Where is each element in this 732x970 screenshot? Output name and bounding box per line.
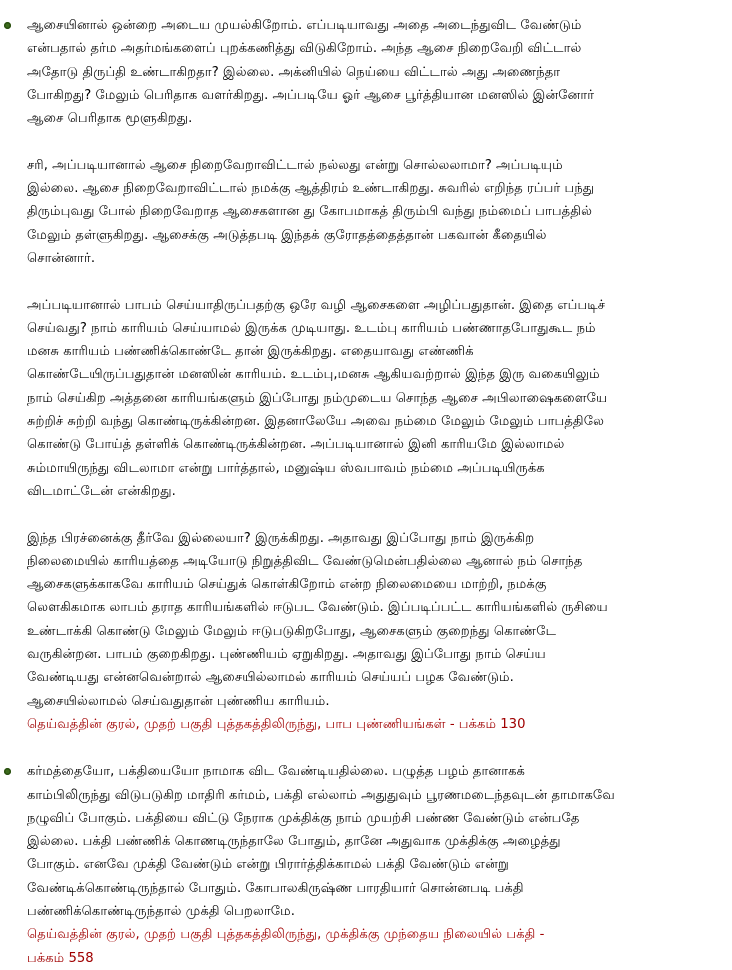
text-line: வேண்டியது என்னவென்றால் ஆசையில்லாமல் காரியம் செய்யப் பழக வேண்டும். <box>27 670 514 686</box>
text-line: உண்டாக்கி கொண்டு மேலும் மேலும் ஈடுபடுகிறபோது, ஆசைகளும் குறைந்து கொண்டே <box>27 623 557 639</box>
quote-item-1 <box>0 14 732 736</box>
paragraph-spacer <box>27 270 724 293</box>
text-line: வேண்டிக்கொண்டிருந்தால் போதும். கோபாலகிருஷ்ண பாரதியார் சொன்னபடி பக்தி <box>27 880 524 896</box>
paragraph-2 <box>27 154 724 270</box>
text-line: வருகின்றன. பாபம் குறைகிறது. புண்ணியம் ஏறுகிறது. அதாவது இப்போது நாம் செய்ய <box>27 647 546 663</box>
text-line: மேலும் தள்ளுகிறது. ஆசைக்கு அடுத்தபடி இந்தக் குரோதத்தைத்தான் பகவான் கீதையில் <box>27 227 547 243</box>
text-line: செய்வது? நாம் காரியம் செய்யாமல் இருக்க முடியாது. உடம்பு காரியம் பண்ணாதபோதுகூட நம் <box>27 320 596 336</box>
text-line: போகும். எனவே முக்தி வேண்டும் என்று பிரார்த்திக்காமல் பக்தி வேண்டும் என்று <box>27 857 509 873</box>
text-line: ஆசை பெரிதாக மூளுகிறது. <box>27 111 193 127</box>
text-line: காம்பிலிருந்து விடுபடுகிற மாதிரி கர்மம், பக்தி எல்லாம் அதுதுவும் பூரணமடைந்தவுடன் தாமாகவே <box>27 787 615 803</box>
text-line: நிலைமையில் காரியத்தை அடியோடு நிறுத்திவிட வேண்டுமென்பதில்லை ஆனால் நம் சொந்த <box>27 553 583 569</box>
paragraph-spacer <box>27 503 724 526</box>
text-line: நாம் செய்கிற அத்தனை காரியங்களும் இப்போது நம்முடைய சொந்த ஆசை அபிலாஷைகளையே <box>27 390 608 406</box>
text-line: மனசு காரியம் பண்ணிக்கொண்டே தான் இருக்கிறது. எதையாவது எண்ணிக் <box>27 344 474 360</box>
text-line: சும்மாயிருந்து விடலாமா என்று பார்த்தால், மனுஷ்ய ஸ்வபாவம் நம்மை அப்படியிருக்க <box>27 460 545 476</box>
text-line: கொண்டேயிருப்பதுதான் மனஸின் காரியம். உடம்பு,மனசு ஆகியவற்றால் இந்த இரு வகையிலும் <box>27 367 600 383</box>
paragraph-1 <box>27 760 724 970</box>
text-line: இந்த பிரச்னைக்கு தீர்வே இல்லையா? இருக்கிறது. அதாவது இப்போது நாம் இருக்கிற <box>27 530 535 546</box>
text-line: கர்மத்தையோ, பக்தியையோ நாமாக விட வேண்டியதில்லை. பழுத்த பழம் தானாகக் <box>27 764 525 780</box>
text-line: அதோடு திருப்தி உண்டாகிறதா? இல்லை. அக்னியில் நெய்யை விட்டால் அது அணைந்தா <box>27 64 561 80</box>
quote-item-2 <box>0 760 732 970</box>
text-line: சொன்னார். <box>27 250 96 266</box>
source-citation: தெய்வத்தின் குரல், முதற் பகுதி புத்தகத்திலிருந்து, பாப புண்ணியங்கள் - பக்கம் 130 <box>27 716 526 732</box>
text-line: ஆசையினால் ஒன்றை அடைய முயல்கிறோம். எப்படியாவது அதை அடைந்துவிட வேண்டும் <box>27 18 582 33</box>
item-spacer <box>0 736 732 760</box>
text-line: ஆசைகளுக்காகவே காரியம் செய்துக் கொள்கிறோம் என்ற நிலைமையை மாற்றி, நமக்கு <box>27 577 547 593</box>
text-line: சரி, அப்படியானால் ஆசை நிறைவேறாவிட்டால் நல்லது என்று சொல்லலாமா? அப்படியும் <box>27 157 563 173</box>
text-line: இல்லை. பக்தி பண்ணிக் கொணடிருந்தாலே போதும், தானே அதுவாக முக்திக்கு அழைத்து <box>27 834 561 850</box>
text-line: சுற்றிச் சுற்றி வந்து கொண்டிருக்கின்றன. இதனாலேயே அவை நம்மை மேலும் மேலும் பாபத்திலே <box>27 414 605 430</box>
text-line: ஆசையில்லாமல் செய்வதுதான் புண்ணிய காரியம். <box>27 693 330 709</box>
paragraph-1 <box>27 14 724 130</box>
text-line: நழுவிப் போகும். பக்தியை விட்டு நேராக முக்திக்கு நாம் முயற்சி பண்ண வேண்டும் என்பதே <box>27 810 580 826</box>
paragraph-spacer <box>27 130 724 153</box>
source-citation: தெய்வத்தின் குரல், முதற் பகுதி புத்தகத்திலிருந்து, முக்திக்கு முந்தைய நிலையில் பக்தி - <box>27 927 545 943</box>
green-circle-bullet-icon <box>4 768 11 775</box>
text-line: விடமாட்டேன் என்கிறது. <box>27 483 176 499</box>
text-line: அப்படியானால் பாபம் செய்யாதிருப்பதற்கு ஒரே வழி ஆசைகளை அழிப்பதுதான். இதை எப்படிச் <box>27 297 606 313</box>
source-citation-page: பக்கம் 558 <box>27 950 94 966</box>
paragraph-4 <box>27 527 724 737</box>
text-line: போகிறது? மேலும் பெரிதாக வளர்கிறது. அப்படியே ஓர் ஆசை பூர்த்தியான மனஸில் இன்னோர் <box>27 87 595 103</box>
text-line: கொண்டு போய்த் தள்ளிக் கொண்டிருக்கின்றன. அப்படியானால் இனி காரியமே இல்லாமல் <box>27 437 565 453</box>
text-line: இல்லை. ஆசை நிறைவேறாவிட்டால் நமக்கு ஆத்திரம் உண்டாகிறது. சுவரில் எறிந்த ரப்பர் பந்து <box>27 181 595 197</box>
text-line: திரும்புவது போல் நிறைவேறாத ஆசைகளான து கோபமாகத் திரும்பி வந்து நம்மைப் பாபத்தில் <box>27 204 593 220</box>
green-circle-bullet-icon <box>4 22 11 29</box>
text-line: பண்ணிக்கொண்டிருந்தால் முக்தி பெறலாமே. <box>27 903 295 919</box>
text-line: லௌகிகமாக லாபம் தராத காரியங்களில் ஈடுபட வேண்டும். இப்படிப்பட்ட காரியங்களில் ருசியை <box>27 600 608 616</box>
text-line: என்பதால் தர்ம அதர்மங்களைப் புறக்கணித்து விடுகிறோம். அந்த ஆசை நிறைவேறி விட்டால் <box>27 41 582 57</box>
paragraph-3 <box>27 294 724 504</box>
